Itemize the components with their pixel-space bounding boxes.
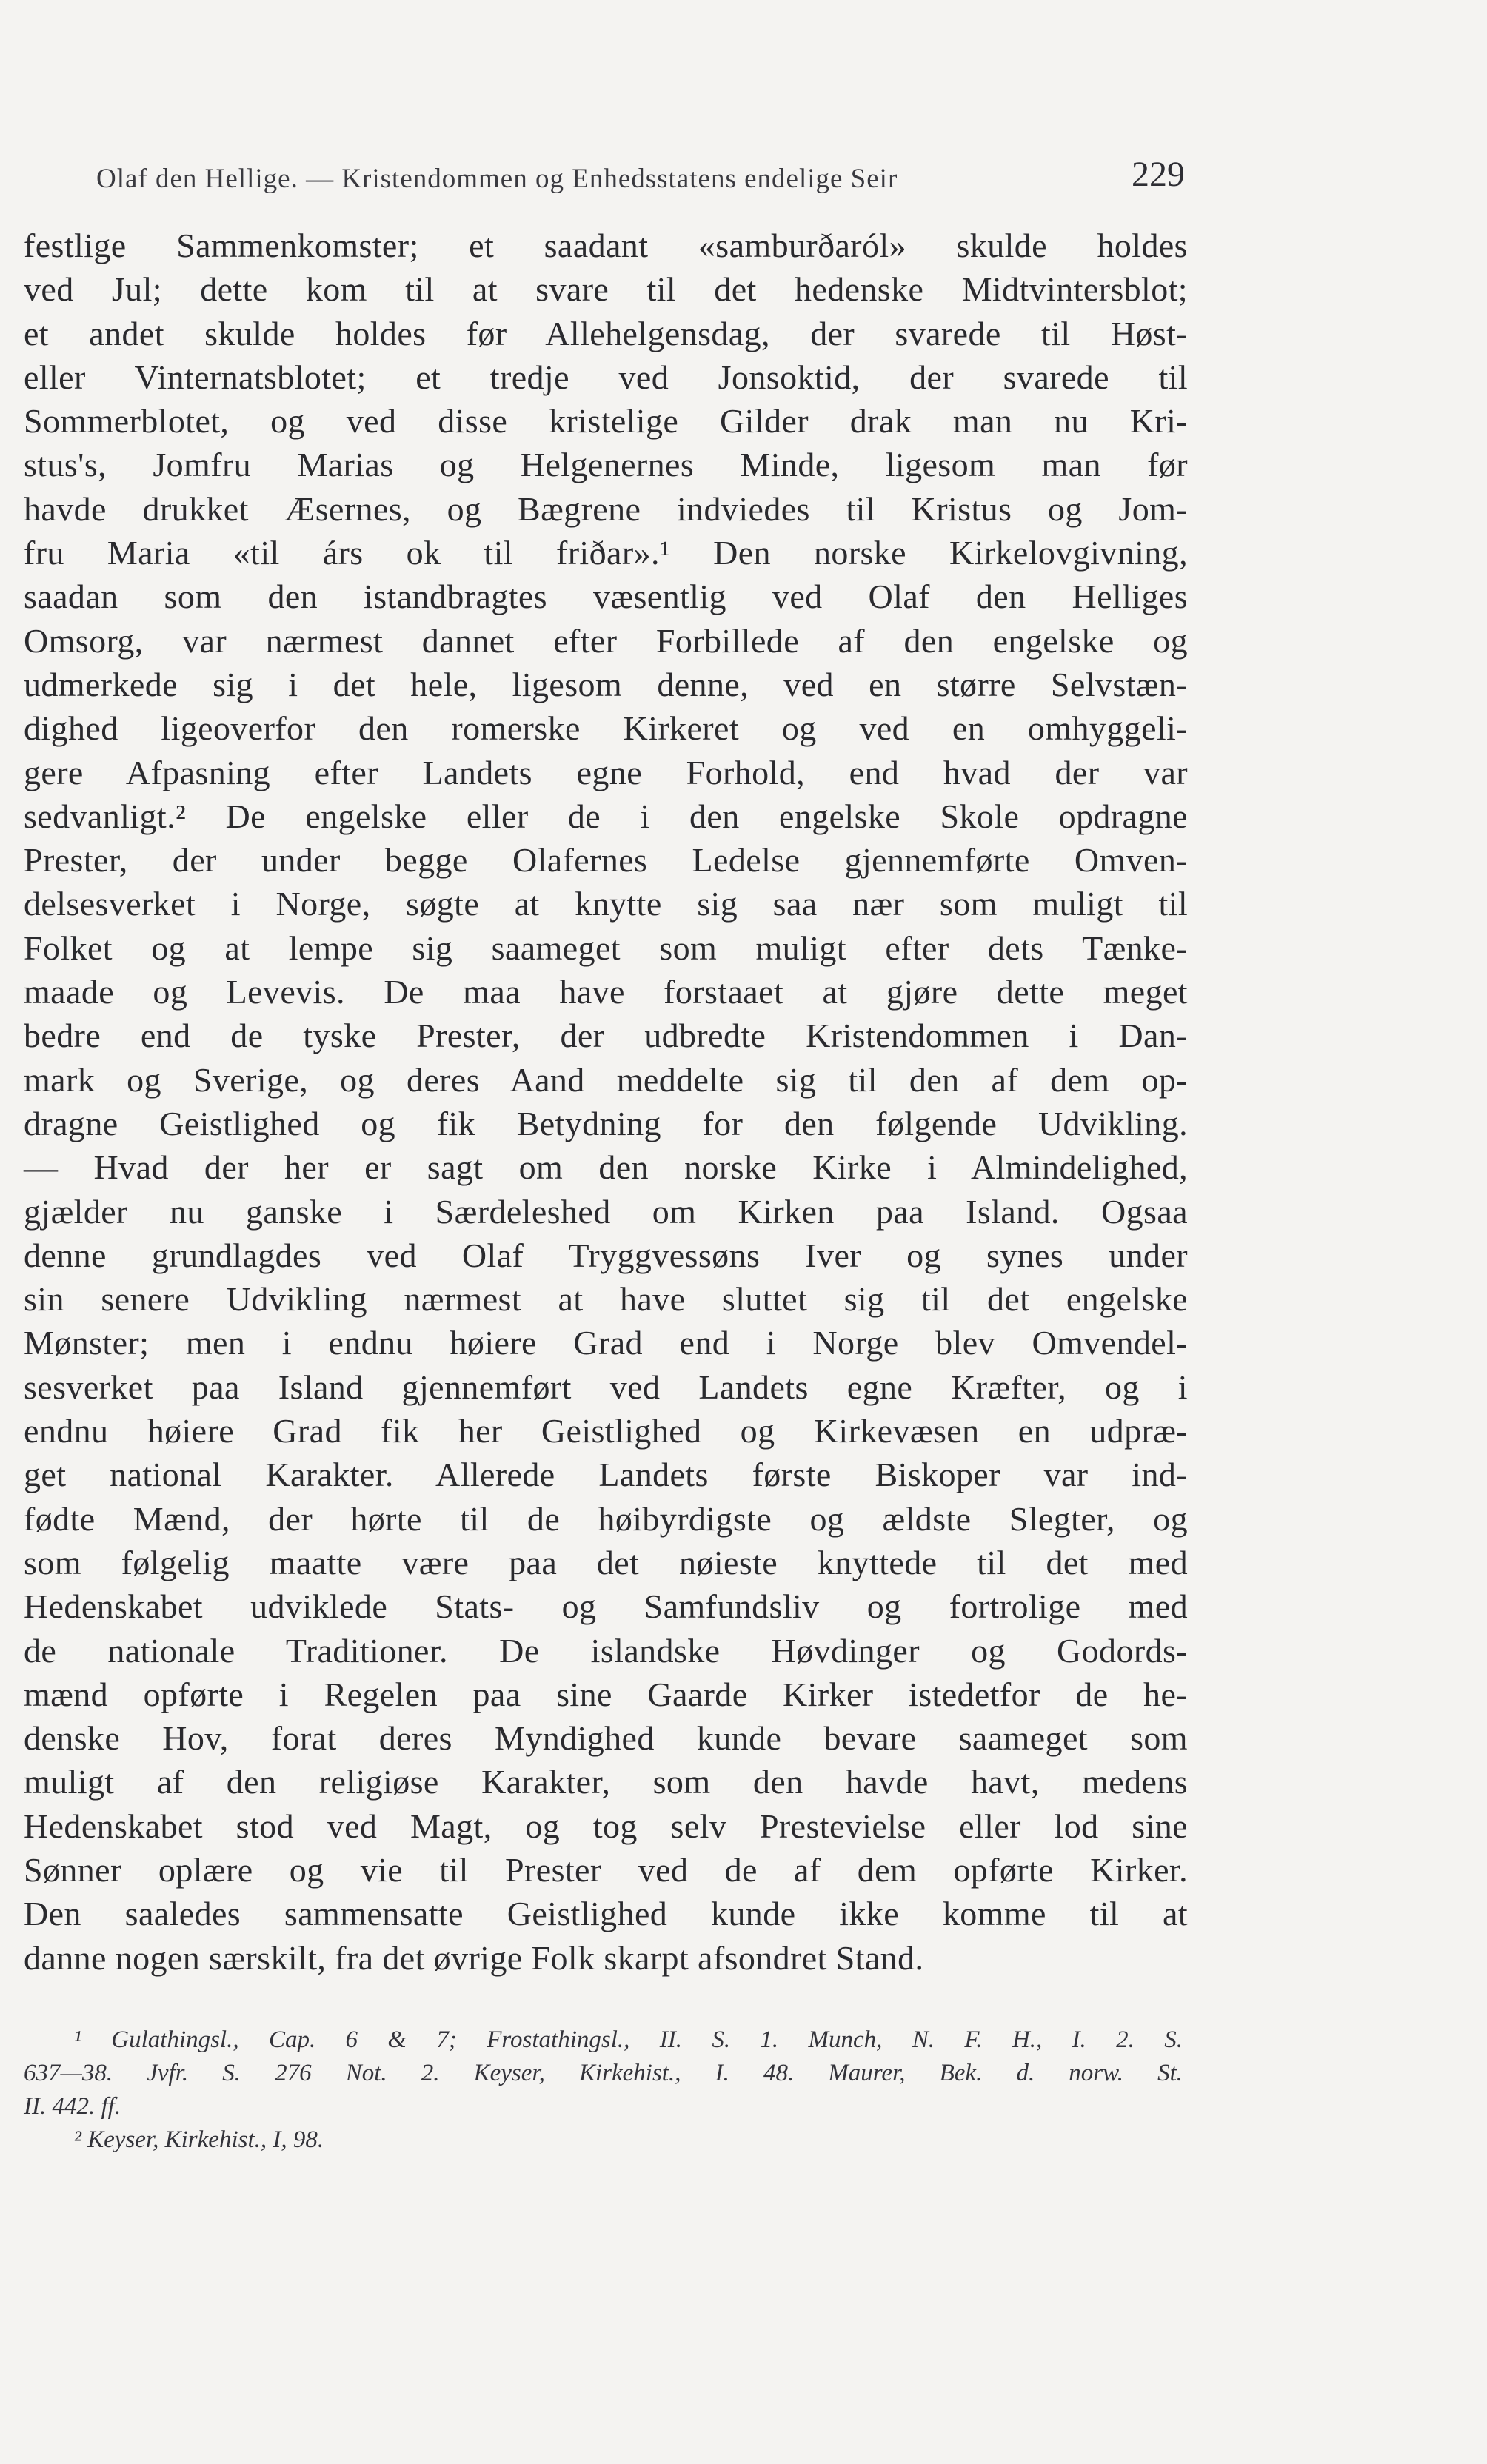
text-line: fru Maria «til árs ok til friðar».¹ Den norske Kirkelovgivning, xyxy=(24,534,1188,572)
text-line: Omsorg, var nærmest dannet efter Forbillede af den engelske og xyxy=(24,621,1188,660)
text-line: gere Afpasning efter Landets egne Forhold, end hvad der var xyxy=(24,753,1188,791)
text-line: de nationale Traditioner. De islandske Høvdinger og Godords- xyxy=(24,1631,1188,1670)
text-line: muligt af den religiøse Karakter, som den havde havt, medens xyxy=(24,1763,1188,1801)
text-line: saadan som den istandbragtes væsentlig ved Olaf den Helliges xyxy=(24,578,1188,616)
footnote-1-continued: 637—38. Jvfr. S. 276 Not. 2. Keyser, Kirkehist., I. 48. Maurer, Bek. d. norw. St. xyxy=(24,2060,1183,2086)
footnote-1-continued: II. 442. ff. xyxy=(24,2093,121,2120)
text-line: — Hvad der her er sagt om den norske Kirke i Almindelighed, xyxy=(24,1148,1188,1187)
footnote-1: ¹ Gulathingsl., Cap. 6 & 7; Frostathingsl., II. S. 1. Munch, N. F. H., I. 2. S. xyxy=(74,2026,1183,2053)
text-line: fødte Mænd, der hørte til de høibyrdigste og ældste Slegter, og xyxy=(24,1499,1188,1538)
text-line: danne nogen særskilt, fra det øvrige Folk skarpt afsondret Stand. xyxy=(24,1938,924,1977)
text-line: mark og Sverige, og deres Aand meddelte sig til den af dem op- xyxy=(24,1060,1188,1099)
text-line: Sommerblotet, og ved disse kristelige Gilder drak man nu Kri- xyxy=(24,402,1188,441)
text-line: festlige Sammenkomster; et saadant «samburðaról» skulde holdes xyxy=(24,227,1188,264)
text-line: eller Vinternatsblotet; et tredje ved Jonsoktid, der svarede til xyxy=(24,358,1188,396)
text-line: Folket og at lempe sig saameget som muligt efter dets Tænke- xyxy=(24,928,1188,967)
footnote-2: ² Keyser, Kirkehist., I, 98. xyxy=(74,2126,324,2153)
text-line: endnu høiere Grad fik her Geistlighed og Kirkevæsen en udpræ- xyxy=(24,1412,1188,1450)
text-line: sedvanligt.² De engelske eller de i den engelske Skole opdragne xyxy=(24,797,1188,835)
text-line: Sønner oplære og vie til Prester ved de af dem opførte Kirker. xyxy=(24,1850,1188,1889)
text-line: denne grundlagdes ved Olaf Tryggvessøns Iver og synes under xyxy=(24,1236,1188,1274)
text-line: Hedenskabet udviklede Stats- og Samfundsliv og fortrolige med xyxy=(24,1587,1188,1626)
text-line: et andet skulde holdes før Allehelgensdag, der svarede til Høst- xyxy=(24,314,1188,352)
text-line: maade og Levevis. De maa have forstaaet at gjøre dette meget xyxy=(24,973,1188,1011)
text-line: stus's, Jomfru Marias og Helgenernes Minde, ligesom man før xyxy=(24,446,1188,484)
text-line: bedre end de tyske Prester, der udbredte Kristendommen i Dan- xyxy=(24,1017,1188,1055)
footnotes xyxy=(24,2023,1183,2157)
text-line: get national Karakter. Allerede Landets første Biskoper var ind- xyxy=(24,1456,1188,1494)
text-line: Den saaledes sammensatte Geistlighed kunde ikke komme til at xyxy=(24,1895,1188,1933)
text-line: havde drukket Æsernes, og Bægrene indviedes til Kristus og Jom- xyxy=(24,489,1188,528)
text-line: som følgelig maatte være paa det nøieste knyttede til det med xyxy=(24,1543,1188,1581)
text-line: delsesverket i Norge, søgte at knytte sig saa nær som muligt til xyxy=(24,885,1188,923)
text-line: ved Jul; dette kom til at svare til det hedenske Midtvintersblot; xyxy=(24,270,1188,309)
text-line: udmerkede sig i det hele, ligesom denne, ved en større Selvstæn- xyxy=(24,665,1188,703)
text-line: Prester, der under begge Olafernes Ledelse gjennemførte Omven- xyxy=(24,841,1188,880)
running-title: Olaf den Hellige. — Kristendommen og Enhedsstatens endelige Seir xyxy=(96,164,898,194)
running-head xyxy=(96,154,1185,206)
text-line: gjælder nu ganske i Særdeleshed om Kirken paa Island. Ogsaa xyxy=(24,1192,1188,1231)
text-line: Mønster; men i endnu høiere Grad end i Norge blev Omvendel- xyxy=(24,1324,1188,1362)
body-text xyxy=(24,224,1188,1980)
text-line: sin senere Udvikling nærmest at have sluttet sig til det engelske xyxy=(24,1280,1188,1319)
text-line: dragne Geistlighed og fik Betydning for den følgende Udvikling. xyxy=(24,1104,1188,1142)
text-line: sesverket paa Island gjennemført ved Landets egne Kræfter, og i xyxy=(24,1367,1188,1406)
text-line: mænd opførte i Regelen paa sine Gaarde Kirker istedetfor de he- xyxy=(24,1675,1188,1713)
text-line: dighed ligeoverfor den romerske Kirkeret og ved en omhyggeli- xyxy=(24,709,1188,748)
text-line: Hedenskabet stod ved Magt, og tog selv Prestevielse eller lod sine xyxy=(24,1807,1188,1845)
page-number: 229 xyxy=(1132,155,1185,194)
text-line: denske Hov, forat deres Myndighed kunde bevare saameget som xyxy=(24,1719,1188,1758)
